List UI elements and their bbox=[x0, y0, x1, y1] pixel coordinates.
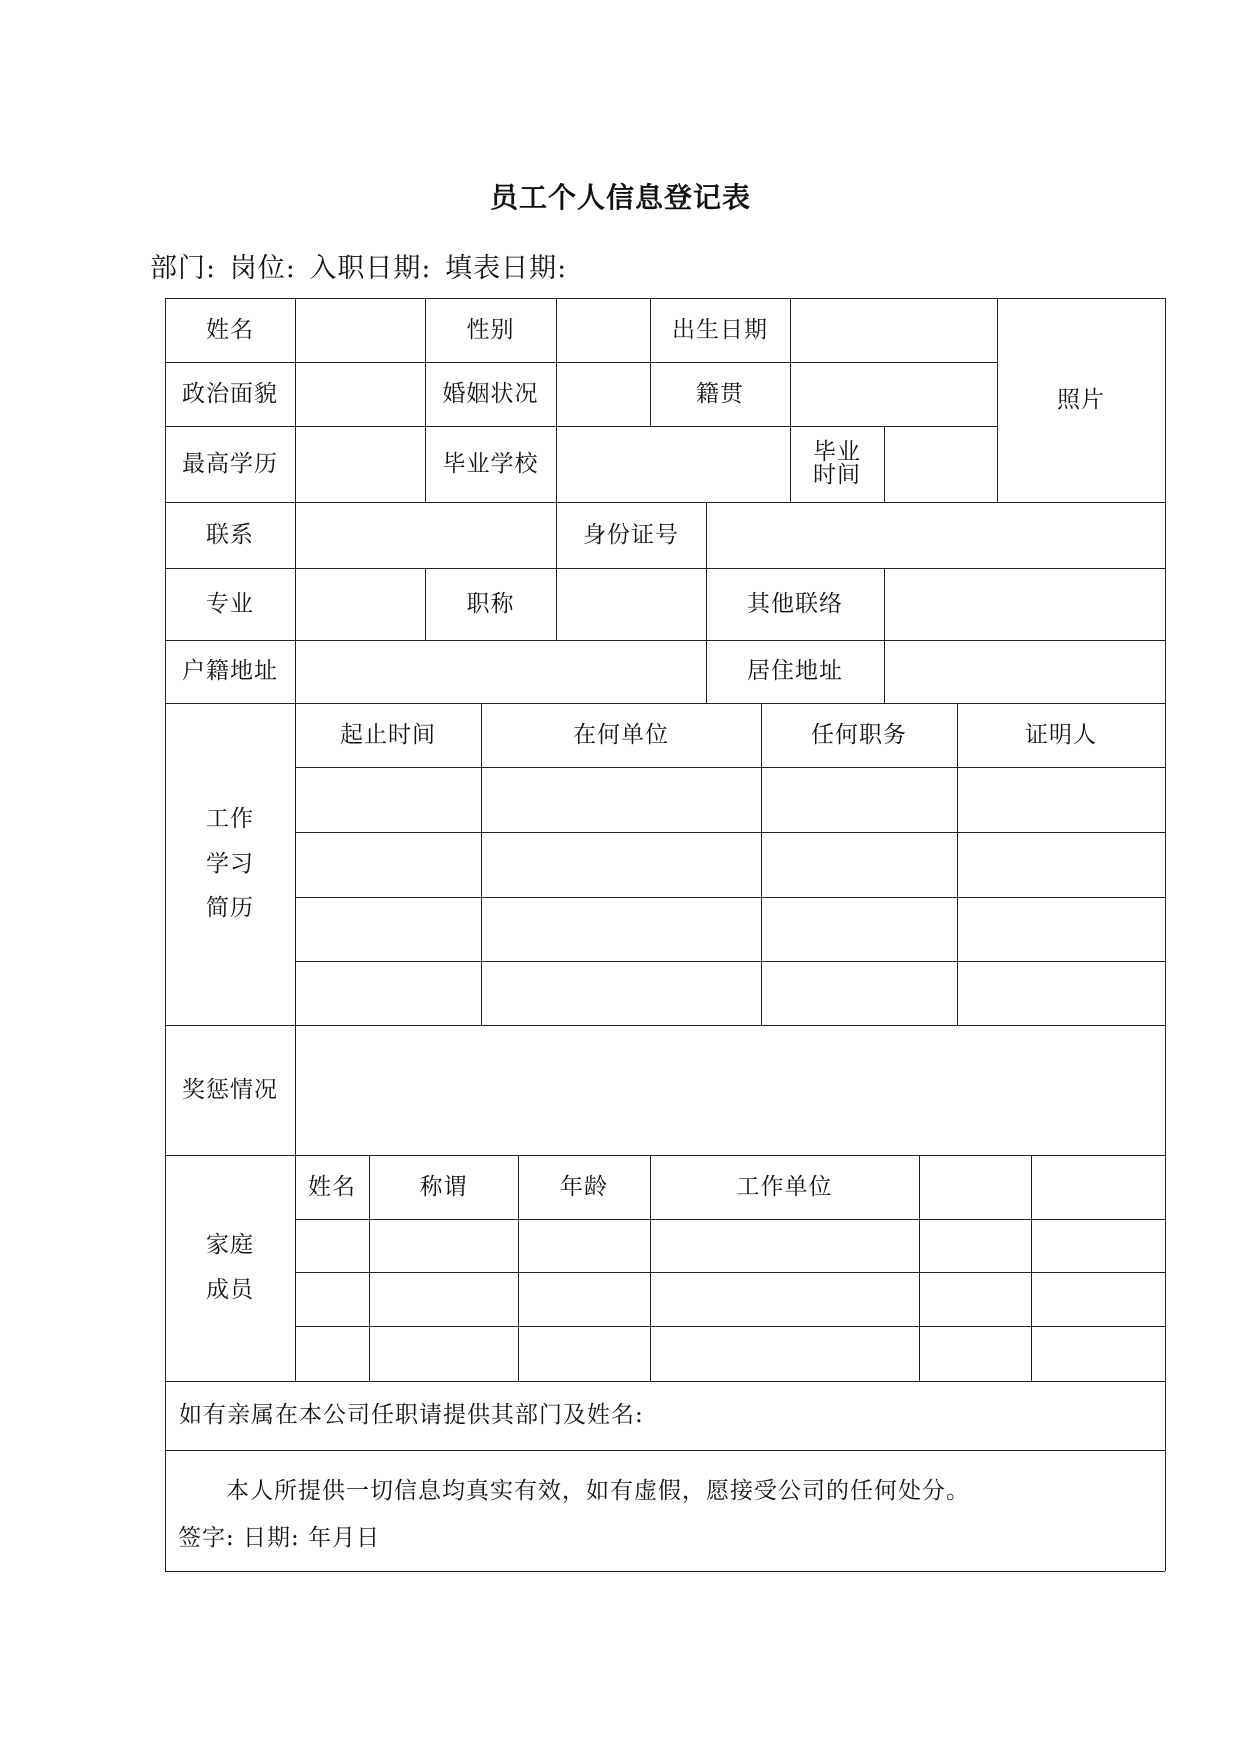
label-school: 毕业学校 bbox=[442, 450, 539, 477]
label-family-members bbox=[165, 1155, 295, 1381]
signature-line[interactable]: 签字: 日期: 年月日 bbox=[178, 1525, 381, 1551]
label-resume-line2: 学习 bbox=[206, 850, 254, 877]
native-place-field[interactable] bbox=[790, 362, 997, 426]
relatives-note[interactable]: 如有亲属在本公司任职请提供其部门及姓名: bbox=[179, 1402, 644, 1429]
label-resume-line3: 简历 bbox=[206, 895, 254, 922]
id-number-field[interactable] bbox=[706, 502, 1165, 568]
birth-date-field[interactable] bbox=[790, 298, 997, 362]
meta-fill-date-label: 填表日期: bbox=[445, 253, 568, 284]
graduation-time-field[interactable] bbox=[884, 426, 997, 502]
family-header-age: 年龄 bbox=[560, 1173, 608, 1200]
photo-box[interactable]: 照片 bbox=[1057, 386, 1105, 413]
education-field[interactable] bbox=[295, 426, 425, 502]
label-work-study-resume bbox=[165, 703, 295, 1025]
form-title: 员工个人信息登记表 bbox=[489, 181, 751, 214]
household-address-field[interactable] bbox=[295, 640, 706, 703]
label-native-place: 籍贯 bbox=[696, 380, 744, 407]
resume-header-reference: 证明人 bbox=[1025, 721, 1097, 748]
label-rewards-penalties: 奖惩情况 bbox=[182, 1076, 278, 1103]
label-family-line2: 成员 bbox=[206, 1277, 254, 1303]
label-family-line1: 家庭 bbox=[206, 1232, 254, 1259]
label-household-address: 户籍地址 bbox=[182, 658, 278, 685]
label-graduation-time bbox=[790, 426, 884, 502]
label-education: 最高学历 bbox=[182, 450, 278, 477]
label-political-status: 政治面貌 bbox=[182, 380, 278, 407]
other-contact-field[interactable] bbox=[884, 568, 1165, 640]
meta-position-label: 岗位: bbox=[229, 253, 296, 284]
label-contact: 联系 bbox=[206, 521, 254, 548]
family-header-relation: 称谓 bbox=[419, 1173, 468, 1200]
label-marital-status: 婚姻状况 bbox=[442, 380, 539, 407]
label-birth-date: 出生日期 bbox=[672, 316, 768, 343]
school-field[interactable] bbox=[556, 426, 790, 502]
name-field[interactable] bbox=[295, 298, 425, 362]
label-graduation-time-line2: 时间 bbox=[813, 462, 861, 488]
family-header-name: 姓名 bbox=[308, 1173, 356, 1200]
label-residence-address: 居住地址 bbox=[747, 658, 843, 685]
marital-status-field[interactable] bbox=[556, 362, 650, 426]
meta-department-label: 部门: bbox=[150, 253, 217, 284]
family-header-blank-2 bbox=[1031, 1155, 1165, 1219]
label-other-contact: 其他联络 bbox=[747, 590, 843, 617]
label-id-number: 身份证号 bbox=[583, 521, 679, 548]
declaration-text: 本人所提供一切信息均真实有效，如有虚假，愿接受公司的任何处分。 bbox=[226, 1478, 970, 1504]
title-rank-field[interactable] bbox=[556, 568, 706, 640]
rewards-penalties-field[interactable] bbox=[295, 1025, 1165, 1155]
label-gender: 性别 bbox=[466, 316, 515, 343]
resume-header-employer: 在何单位 bbox=[573, 721, 669, 748]
resume-header-role: 任何职务 bbox=[811, 721, 907, 748]
label-graduation-time-line1: 毕业 bbox=[813, 439, 861, 465]
label-title-rank: 职称 bbox=[466, 590, 515, 617]
gender-field[interactable] bbox=[556, 298, 650, 362]
contact-field[interactable] bbox=[295, 502, 556, 568]
major-field[interactable] bbox=[295, 568, 425, 640]
label-name: 姓名 bbox=[206, 316, 254, 343]
family-header-workplace: 工作单位 bbox=[736, 1173, 833, 1200]
label-major: 专业 bbox=[206, 590, 254, 617]
resume-entries[interactable] bbox=[295, 767, 1165, 1025]
family-entries[interactable] bbox=[295, 1219, 1165, 1381]
family-header-blank-1 bbox=[919, 1155, 1031, 1219]
label-resume-line1: 工作 bbox=[206, 805, 254, 832]
meta-hire-date-label: 入职日期: bbox=[309, 253, 432, 284]
political-status-field[interactable] bbox=[295, 362, 425, 426]
resume-header-period: 起止时间 bbox=[340, 721, 436, 748]
residence-address-field[interactable] bbox=[884, 640, 1165, 703]
